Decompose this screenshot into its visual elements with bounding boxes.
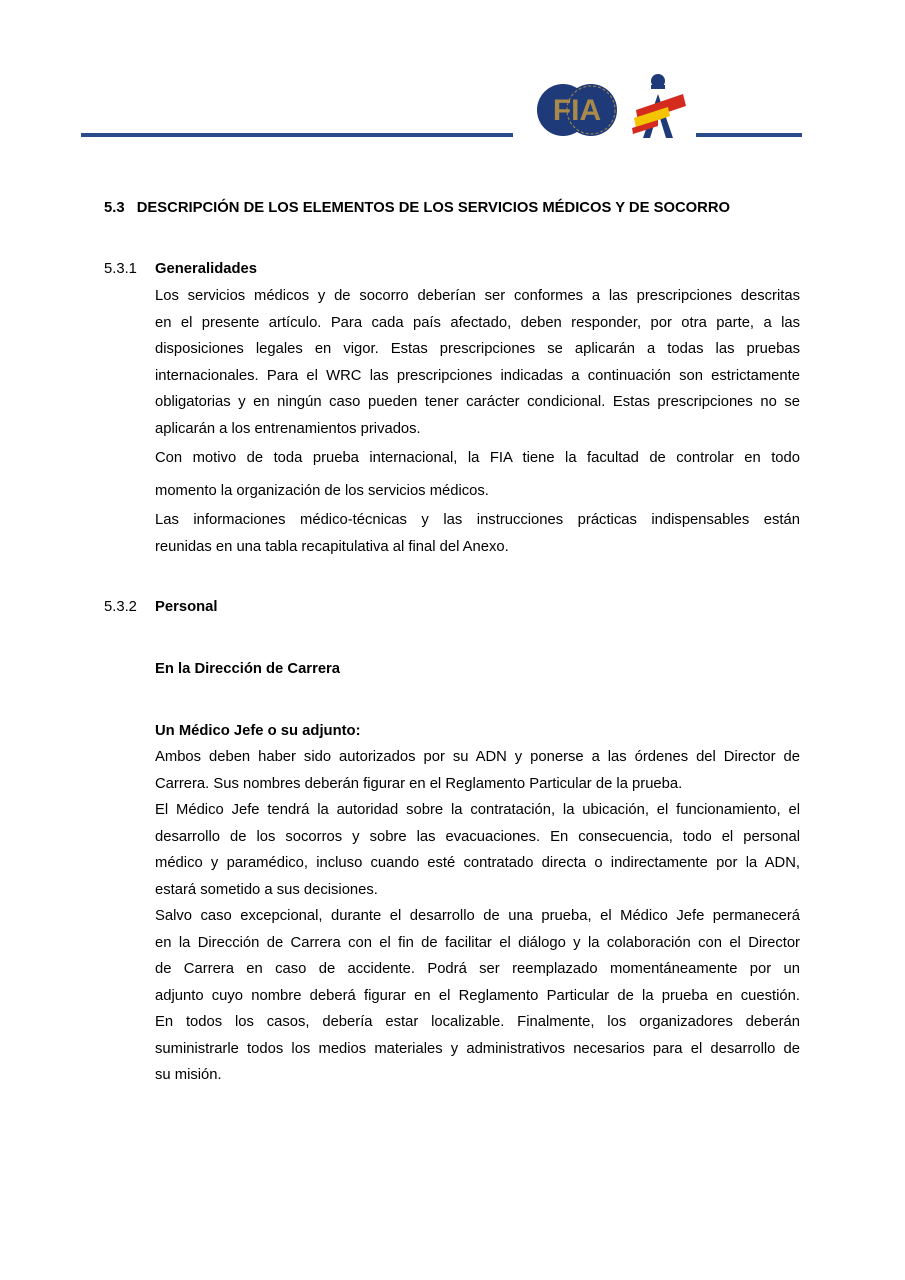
text-line: médico y paramédico, incluso cuando esté contratado directa o indirectamente por la ADN, bbox=[155, 855, 800, 871]
sub2-item-title: Un Médico Jefe o su adjunto: bbox=[155, 723, 361, 739]
text-line: disposiciones legales en vigor. Estas prescripciones se aplicarán a todas las pruebas bbox=[155, 341, 800, 357]
text-line: suministrarle todos los medios materiales y administrativos necesarios para el desarrollo de bbox=[155, 1040, 800, 1057]
text-line: su misión. bbox=[155, 1067, 222, 1083]
section-heading bbox=[104, 200, 730, 216]
text-line: desarrollo de los socorros y sobre las evacuaciones. En consecuencia, todo el personal bbox=[155, 828, 800, 845]
sub2-number: 5.3.2 bbox=[104, 599, 137, 615]
sub1-paragraph-1 bbox=[155, 283, 800, 442]
text-line: obligatorias y en ningún caso pueden tener carácter condicional. Estas prescripciones no se bbox=[155, 394, 800, 410]
fia-logo bbox=[536, 82, 618, 138]
text-line: Los servicios médicos y de socorro deberían ser conformes a las prescripciones descritas bbox=[155, 288, 800, 304]
svg-text:FIA: FIA bbox=[552, 94, 602, 127]
text-line: adjunto cuyo nombre deberá figurar en el Reglamento Particular de la prueba en cuestión. bbox=[155, 987, 800, 1004]
text-line: estará sometido a sus decisiones. bbox=[155, 881, 378, 898]
text-line: momento la organización de los servicios médicos. bbox=[155, 482, 489, 499]
text-line: Salvo caso excepcional, durante el desarrollo de una prueba, el Médico Jefe permanecerá bbox=[155, 908, 800, 924]
sub1-number: 5.3.1 bbox=[104, 261, 137, 277]
text-line: El Médico Jefe tendrá la autoridad sobre la contratación, la ubicación, el funcionamiento, el bbox=[155, 802, 800, 818]
text-line: aplicarán a los entrenamientos privados. bbox=[155, 420, 421, 437]
sub2-body bbox=[155, 744, 800, 1089]
sub1-paragraph-3 bbox=[155, 507, 800, 560]
text-line: Carrera. Sus nombres deberán figurar en el Reglamento Particular de la prueba. bbox=[155, 775, 683, 792]
section-number: 5.3 bbox=[104, 200, 125, 216]
section-title: DESCRIPCIÓN DE LOS ELEMENTOS DE LOS SERVICIOS MÉDICOS Y DE SOCORRO bbox=[136, 200, 731, 216]
header-rule-left bbox=[81, 133, 513, 137]
sub2-subheading: En la Dirección de Carrera bbox=[155, 661, 341, 677]
text-line: reunidas en una tabla recapitulativa al final del Anexo. bbox=[155, 538, 509, 555]
text-line: En todos los casos, debería estar localizable. Finalmente, los organizadores deberán bbox=[155, 1014, 800, 1030]
text-line: Ambos deben haber sido autorizados por su ADN y ponerse a las órdenes del Director de bbox=[155, 749, 800, 765]
text-line: Con motivo de toda prueba internacional, la FIA tiene la facultad de controlar en todo bbox=[155, 450, 800, 466]
text-line: en la Dirección de Carrera con el fin de facilitar el diálogo y la colaboración con el Director bbox=[155, 934, 800, 951]
text-line: Las informaciones médico-técnicas y las instrucciones prácticas indispensables están bbox=[155, 512, 800, 528]
sub2-title: Personal bbox=[155, 599, 218, 615]
header-rule-right bbox=[696, 133, 802, 137]
sub1-title: Generalidades bbox=[155, 261, 257, 277]
text-line: de Carrera en caso de accidente. Podrá ser reemplazado momentáneamente por un bbox=[155, 961, 800, 977]
text-line: internacionales. Para el WRC las prescripciones indicadas a continuación son estrictamente bbox=[155, 367, 800, 384]
rfeda-logo bbox=[628, 72, 688, 140]
sub1-paragraph-2 bbox=[155, 445, 800, 504]
text-line: en el presente artículo. Para cada país afectado, deben responder, por otra parte, a las bbox=[155, 314, 800, 331]
